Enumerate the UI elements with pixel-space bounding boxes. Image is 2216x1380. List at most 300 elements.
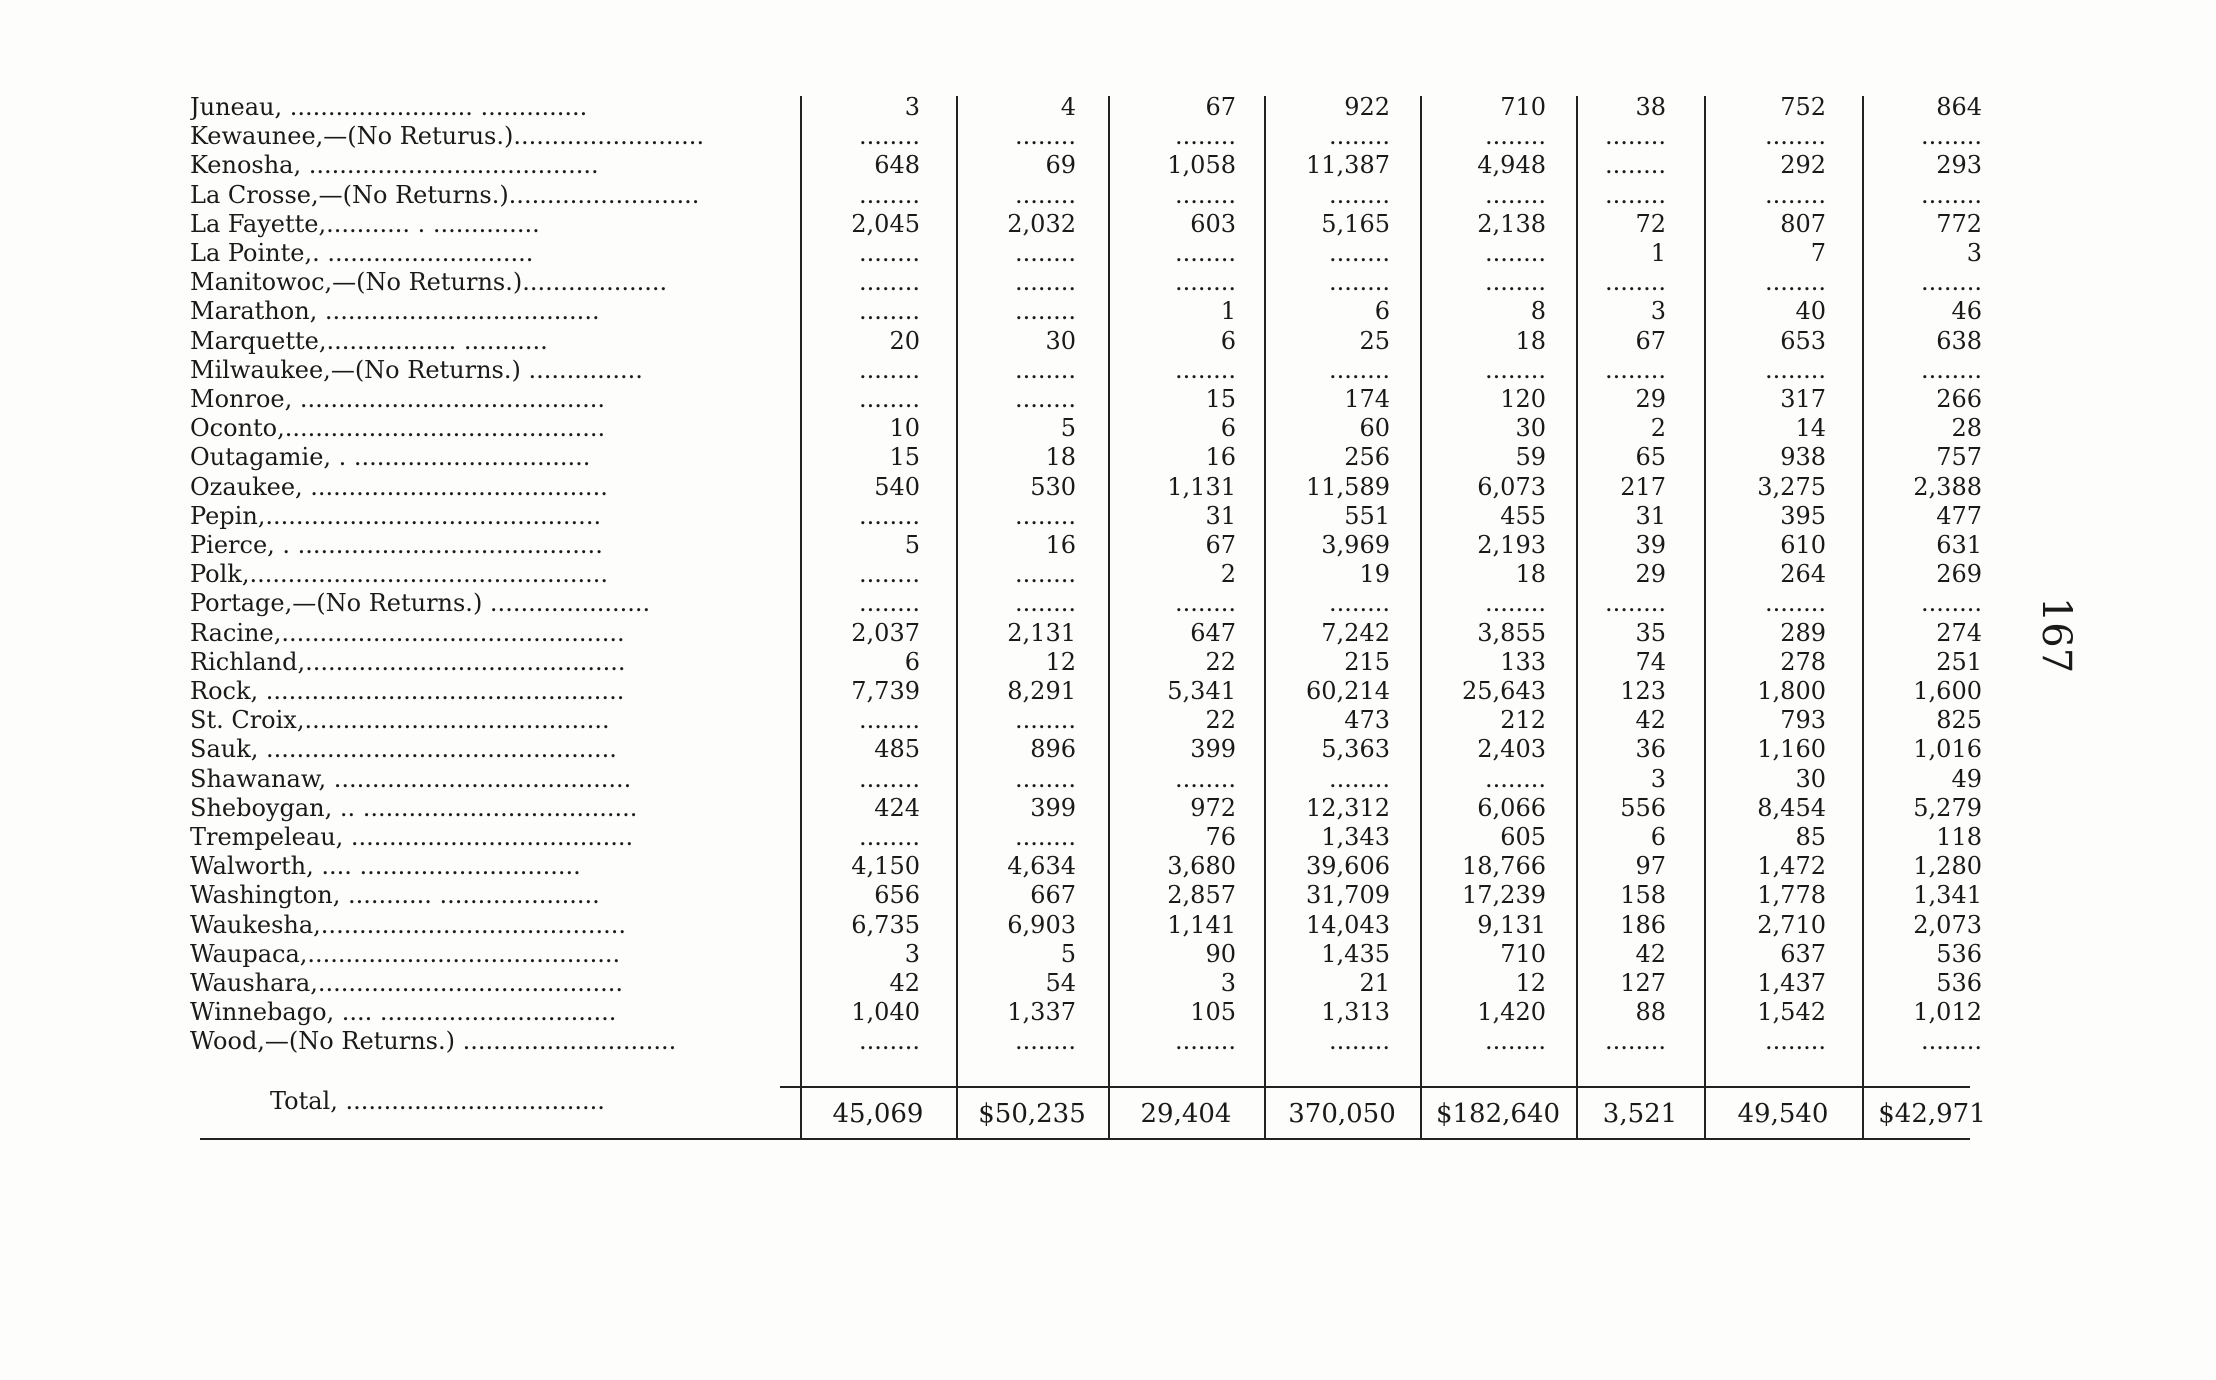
table-cell: 30 [1045, 326, 1076, 355]
table-cell: 14,043 [1306, 910, 1390, 939]
table-cell: 256 [1344, 443, 1390, 472]
table-cell: 556 [1620, 793, 1666, 822]
table-cell: 424 [874, 793, 920, 822]
table-cell: 2,193 [1477, 531, 1546, 559]
table-cell: ........ [1604, 151, 1666, 180]
county-name: Shawanaw, ....................................... [190, 764, 632, 793]
table-cell: ........ [1014, 268, 1076, 297]
table-cell: 18 [1515, 560, 1546, 589]
table-cell: 807 [1780, 209, 1826, 238]
table-cell: ........ [1014, 706, 1076, 735]
table-cell: 18 [1045, 443, 1076, 472]
table-cell: 7,242 [1321, 618, 1390, 647]
table-cell: 477 [1936, 501, 1982, 530]
table-cell: ........ [1764, 122, 1826, 151]
bottom-rule [200, 1138, 1970, 1140]
column-rule [800, 96, 802, 1140]
table-cell: 35 [1635, 618, 1666, 647]
column-rule [1704, 96, 1706, 1140]
table-cell: 1 [1220, 297, 1236, 326]
table-cell: 38 [1635, 93, 1666, 121]
table-cell: ........ [1174, 589, 1236, 618]
table-cell: ........ [858, 560, 920, 589]
table-cell: ........ [1328, 239, 1390, 267]
table-cell: ........ [1328, 589, 1390, 618]
table-cell: 1,058 [1167, 151, 1236, 180]
column-rule [1420, 96, 1422, 1140]
table-cell: ........ [1604, 1027, 1666, 1056]
table-cell: 266 [1936, 385, 1982, 413]
table-cell: 6 [1220, 326, 1236, 355]
total-cell: $50,235 [978, 1099, 1086, 1129]
table-cell: 1,343 [1321, 823, 1390, 851]
table-cell: ........ [1920, 355, 1982, 384]
table-cell: 1,016 [1913, 735, 1982, 764]
table-cell: ........ [1604, 355, 1666, 384]
table-cell: 8,291 [1007, 677, 1076, 705]
table-cell: 76 [1205, 823, 1236, 851]
table-cell: 2,388 [1913, 472, 1982, 501]
table-cell: 12 [1515, 969, 1546, 997]
table-cell: 1,131 [1167, 472, 1236, 501]
table-cell: 972 [1190, 793, 1236, 822]
total-top-rule [780, 1086, 1970, 1088]
table-cell: ........ [1604, 268, 1666, 297]
county-name: Waupaca,......................................... [190, 939, 621, 968]
table-cell: 5,341 [1167, 677, 1236, 705]
table-cell: ........ [1328, 180, 1390, 209]
county-name: Richland,.......................................... [190, 647, 626, 676]
table-cell: 30 [1795, 764, 1826, 793]
table-cell: 2 [1220, 560, 1236, 589]
table-cell: 49 [1951, 764, 1982, 793]
table-cell: 6,066 [1477, 793, 1546, 822]
table-cell: ........ [1014, 180, 1076, 209]
table-cell: 28 [1951, 414, 1982, 443]
table-cell: ........ [858, 385, 920, 413]
table-cell: 2,857 [1167, 881, 1236, 910]
table-cell: 536 [1936, 969, 1982, 997]
table-cell: 5,165 [1321, 209, 1390, 238]
table-cell: ........ [1014, 560, 1076, 589]
table-cell: 4,948 [1477, 151, 1546, 180]
table-cell: ........ [1014, 122, 1076, 151]
table-cell: 25,643 [1462, 677, 1546, 705]
table-cell: 6,735 [851, 910, 920, 939]
table-cell: 215 [1344, 647, 1390, 676]
table-cell: 2,073 [1913, 910, 1982, 939]
column-rule [1264, 96, 1266, 1140]
table-cell: 60,214 [1306, 677, 1390, 705]
table-cell: ........ [858, 501, 920, 530]
table-cell: 536 [1936, 939, 1982, 968]
table-cell: 278 [1780, 647, 1826, 676]
table-cell: ........ [858, 355, 920, 384]
table-cell: 158 [1620, 881, 1666, 910]
table-cell: 603 [1190, 209, 1236, 238]
county-name: Sheboygan, .. .................................... [190, 793, 638, 822]
table-cell: 54 [1045, 969, 1076, 997]
table-cell: 2,131 [1007, 618, 1076, 647]
table-cell: 11,589 [1306, 472, 1390, 501]
table-cell: 118 [1936, 823, 1982, 851]
table-cell: 710 [1500, 939, 1546, 968]
table-cell: 36 [1635, 735, 1666, 764]
table-cell: 3 [904, 93, 920, 121]
table-cell: ........ [858, 589, 920, 618]
total-cell: 29,404 [1140, 1099, 1232, 1129]
table-cell: ........ [1328, 764, 1390, 793]
table-cell: ........ [1014, 355, 1076, 384]
table-cell: ........ [1604, 180, 1666, 209]
table-cell: 473 [1344, 706, 1390, 735]
table-cell: ........ [858, 268, 920, 297]
county-name: Wood,—(No Returns.) ............................ [190, 1027, 677, 1056]
table-cell: 74 [1635, 647, 1666, 676]
table-cell: 1,420 [1477, 998, 1546, 1027]
table-cell: 29 [1635, 385, 1666, 413]
table-cell: 772 [1936, 209, 1982, 238]
table-cell: 710 [1500, 93, 1546, 121]
county-name: Waukesha,........................................ [190, 910, 626, 939]
table-cell: 7,739 [851, 677, 920, 705]
table-cell: 5 [1060, 939, 1076, 968]
table-cell: 42 [1635, 706, 1666, 735]
table-cell: ........ [1014, 239, 1076, 267]
table-cell: 2,032 [1007, 209, 1076, 238]
table-cell: 15 [1205, 385, 1236, 413]
table-cell: 8,454 [1757, 793, 1826, 822]
table-cell: ........ [1328, 268, 1390, 297]
table-cell: 5 [1060, 414, 1076, 443]
table-cell: ........ [1014, 297, 1076, 326]
table-cell: 6 [1374, 297, 1390, 326]
table-cell: 6,073 [1477, 472, 1546, 501]
total-cell: 3,521 [1602, 1099, 1678, 1129]
table-cell: 1,435 [1321, 939, 1390, 968]
table-cell: 6 [1220, 414, 1236, 443]
table-cell: 217 [1620, 472, 1666, 501]
table-cell: 6 [904, 647, 920, 676]
table-cell: ........ [1764, 268, 1826, 297]
table-cell: 530 [1030, 472, 1076, 501]
table-cell: 186 [1620, 910, 1666, 939]
table-cell: 1,141 [1167, 910, 1236, 939]
table-cell: 269 [1936, 560, 1982, 589]
county-name: Trempeleau, ..................................... [190, 823, 634, 851]
table-cell: 638 [1936, 326, 1982, 355]
table-cell: 864 [1936, 93, 1982, 121]
table-cell: ........ [1484, 122, 1546, 151]
column-rule [1576, 96, 1578, 1140]
total-cell: 370,050 [1288, 1099, 1396, 1129]
table-cell: ........ [1484, 355, 1546, 384]
table-cell: 551 [1344, 501, 1390, 530]
table-cell: 793 [1780, 706, 1826, 735]
table-cell: 11,387 [1306, 151, 1390, 180]
county-name: Winnebago, .... ............................... [190, 998, 617, 1027]
county-name: Racine,............................................. [190, 618, 625, 647]
table-cell: ........ [1484, 1027, 1546, 1056]
table-cell: ........ [1174, 268, 1236, 297]
table-cell: ........ [1174, 122, 1236, 151]
table-cell: 25 [1359, 326, 1390, 355]
table-cell: 4,150 [851, 852, 920, 881]
table-cell: 2,045 [851, 209, 920, 238]
table-cell: ........ [858, 1027, 920, 1056]
table-cell: ........ [1764, 355, 1826, 384]
table-cell: 3 [1650, 764, 1666, 793]
table-cell: 21 [1359, 969, 1390, 997]
table-cell: 648 [874, 151, 920, 180]
table-cell: 46 [1951, 297, 1982, 326]
table-cell: ........ [858, 764, 920, 793]
table-cell: 3 [1220, 969, 1236, 997]
county-name: La Pointe,. ........................... [190, 239, 534, 267]
table-cell: 938 [1780, 443, 1826, 472]
table-cell: ........ [858, 180, 920, 209]
table-cell: 30 [1515, 414, 1546, 443]
county-name: Waushara,........................................ [190, 969, 623, 997]
table-cell: 40 [1795, 297, 1826, 326]
table-cell: 10 [889, 414, 920, 443]
table-cell: 825 [1936, 706, 1982, 735]
table-cell: 17,239 [1462, 881, 1546, 910]
table-cell: 3 [1966, 239, 1982, 267]
table-cell: ........ [1484, 180, 1546, 209]
table-cell: 1,313 [1321, 998, 1390, 1027]
table-cell: 67 [1635, 326, 1666, 355]
table-cell: 1,600 [1913, 677, 1982, 705]
county-name: Outagamie, . ............................... [190, 443, 591, 472]
table-cell: ........ [1764, 180, 1826, 209]
total-cell: 49,540 [1737, 1099, 1829, 1129]
table-cell: 42 [889, 969, 920, 997]
table-cell: 3,680 [1167, 852, 1236, 881]
table-cell: 123 [1620, 677, 1666, 705]
table-cell: 60 [1359, 414, 1390, 443]
table-cell: 264 [1780, 560, 1826, 589]
table-cell: 3 [904, 939, 920, 968]
table-cell: 667 [1030, 881, 1076, 910]
table-cell: 2 [1650, 414, 1666, 443]
table-cell: ........ [1174, 180, 1236, 209]
table-cell: ........ [858, 297, 920, 326]
table-cell: ........ [858, 706, 920, 735]
table-cell: 22 [1205, 706, 1236, 735]
county-name: Manitowoc,—(No Returns.)................... [190, 268, 668, 297]
table-cell: 637 [1780, 939, 1826, 968]
table-cell: ........ [1328, 122, 1390, 151]
table-cell: 1,280 [1913, 852, 1982, 881]
table-cell: ........ [1920, 589, 1982, 618]
county-name: Washington, ........... ..................... [190, 881, 600, 910]
table-cell: 65 [1635, 443, 1666, 472]
table-cell: 293 [1936, 151, 1982, 180]
table-cell: ........ [1174, 355, 1236, 384]
table-cell: 39,606 [1306, 852, 1390, 881]
county-name: Polk,............................................... [190, 560, 609, 589]
table-cell: 656 [874, 881, 920, 910]
table-cell: ........ [1920, 180, 1982, 209]
county-name: St. Croix,........................................ [190, 706, 610, 735]
table-cell: 317 [1780, 385, 1826, 413]
table-cell: 31 [1635, 501, 1666, 530]
table-cell: 4 [1060, 93, 1076, 121]
table-cell: ........ [1920, 122, 1982, 151]
table-cell: 1,472 [1757, 852, 1826, 881]
county-name: Milwaukee,—(No Returns.) ............... [190, 355, 643, 384]
table-cell: 1,160 [1757, 735, 1826, 764]
table-cell: 757 [1936, 443, 1982, 472]
table-cell: 39 [1635, 531, 1666, 559]
table-cell: ........ [1014, 589, 1076, 618]
table-cell: 2,037 [851, 618, 920, 647]
table-cell: ........ [1484, 268, 1546, 297]
table-cell: ........ [1484, 589, 1546, 618]
table-cell: ........ [1174, 1027, 1236, 1056]
table-cell: ........ [1174, 764, 1236, 793]
table-cell: ........ [1764, 589, 1826, 618]
table-cell: 42 [1635, 939, 1666, 968]
table-cell: ........ [1484, 239, 1546, 267]
table-cell: 485 [874, 735, 920, 764]
table-cell: 16 [1045, 531, 1076, 559]
table-cell: 72 [1635, 209, 1666, 238]
table-cell: 120 [1500, 385, 1546, 413]
table-cell: ........ [1328, 1027, 1390, 1056]
table-cell: 16 [1205, 443, 1236, 472]
county-name: Oconto,.......................................... [190, 414, 606, 443]
table-cell: ........ [1328, 355, 1390, 384]
table-cell: 540 [874, 472, 920, 501]
total-cell: $42,971 [1878, 1099, 1986, 1129]
county-name: Marquette,................. ........... [190, 326, 548, 355]
table-cell: 97 [1635, 852, 1666, 881]
table-cell: 274 [1936, 618, 1982, 647]
table-cell: 7 [1810, 239, 1826, 267]
table-cell: 5 [904, 531, 920, 559]
county-name: Rock, ............................................... [190, 677, 625, 705]
column-rule [1862, 96, 1864, 1140]
table-cell: 12 [1045, 647, 1076, 676]
table-cell: 455 [1500, 501, 1546, 530]
table-cell: 922 [1344, 93, 1390, 121]
table-cell: 1,800 [1757, 677, 1826, 705]
table-cell: 251 [1936, 647, 1982, 676]
table-cell: 18,766 [1462, 852, 1546, 881]
county-name: Ozaukee, ....................................... [190, 472, 608, 501]
table-cell: 2,403 [1477, 735, 1546, 764]
table-cell: 610 [1780, 531, 1826, 559]
table-cell: 9,131 [1477, 910, 1546, 939]
table-cell: 1,341 [1913, 881, 1982, 910]
page-number: 167 [2033, 596, 2080, 674]
table-cell: 1,778 [1757, 881, 1826, 910]
county-name: Juneau, ........................ .............. [190, 93, 588, 121]
table-cell: 22 [1205, 647, 1236, 676]
county-name: Walworth, .... ............................. [190, 852, 581, 881]
table-cell: 6,903 [1007, 910, 1076, 939]
table-cell: 133 [1500, 647, 1546, 676]
table-cell: ........ [1014, 1027, 1076, 1056]
table-cell: ........ [1920, 268, 1982, 297]
table-cell: 605 [1500, 823, 1546, 851]
table-cell: 292 [1780, 151, 1826, 180]
table-cell: 4,634 [1007, 852, 1076, 881]
total-cell: 45,069 [832, 1099, 924, 1129]
table-cell: 174 [1344, 385, 1390, 413]
table-cell: ........ [1014, 823, 1076, 851]
county-name: Pepin,............................................ [190, 501, 602, 530]
table-cell: ........ [1604, 589, 1666, 618]
total-cell: $182,640 [1435, 1099, 1561, 1129]
total-label: Total, .................................. [270, 1087, 605, 1115]
table-cell: 289 [1780, 618, 1826, 647]
table-cell: 3,855 [1477, 618, 1546, 647]
table-cell: ........ [1920, 1027, 1982, 1056]
table-cell: 19 [1359, 560, 1390, 589]
table-cell: 2,710 [1757, 910, 1826, 939]
table-cell: ........ [1014, 764, 1076, 793]
table-cell: 395 [1780, 501, 1826, 530]
table-cell: 5,279 [1913, 793, 1982, 822]
table-cell: 31 [1205, 501, 1236, 530]
table-cell: 1,337 [1007, 998, 1076, 1027]
table-cell: 631 [1936, 531, 1982, 559]
table-cell: 653 [1780, 326, 1826, 355]
table-cell: 90 [1205, 939, 1236, 968]
table-cell: 3,969 [1321, 531, 1390, 559]
table-cell: ........ [1484, 764, 1546, 793]
county-name: La Crosse,—(No Returns.)......................... [190, 180, 700, 209]
table-cell: ........ [1014, 385, 1076, 413]
county-name: Sauk, .............................................. [190, 735, 617, 764]
table-cell: 212 [1500, 706, 1546, 735]
table-cell: 14 [1795, 414, 1826, 443]
table-cell: 105 [1190, 998, 1236, 1027]
table-cell: ........ [1014, 501, 1076, 530]
table-cell: 15 [889, 443, 920, 472]
table-cell: 399 [1190, 735, 1236, 764]
table-cell: 67 [1205, 531, 1236, 559]
table-cell: 67 [1205, 93, 1236, 121]
table-cell: 88 [1635, 998, 1666, 1027]
table-cell: ........ [858, 122, 920, 151]
county-name: Monroe, ........................................ [190, 385, 606, 413]
table-cell: 1 [1650, 239, 1666, 267]
table-cell: 3,275 [1757, 472, 1826, 501]
county-name: Portage,—(No Returns.) ..................... [190, 589, 651, 618]
table-cell: 8 [1530, 297, 1546, 326]
table-cell: 1,012 [1913, 998, 1982, 1027]
table-cell: 1,437 [1757, 969, 1826, 997]
table-cell: 752 [1780, 93, 1826, 121]
table-cell: 12,312 [1306, 793, 1390, 822]
table-cell: ........ [858, 239, 920, 267]
table-cell: 1,542 [1757, 998, 1826, 1027]
county-name: Kenosha, ...................................... [190, 151, 599, 180]
table-cell: 127 [1620, 969, 1666, 997]
table-cell: 6 [1650, 823, 1666, 851]
table-cell: 1,040 [851, 998, 920, 1027]
table-cell: 29 [1635, 560, 1666, 589]
column-rule [956, 96, 958, 1140]
table-cell: 399 [1030, 793, 1076, 822]
table-cell: ........ [1764, 1027, 1826, 1056]
table-cell: 31,709 [1306, 881, 1390, 910]
table-cell: 5,363 [1321, 735, 1390, 764]
